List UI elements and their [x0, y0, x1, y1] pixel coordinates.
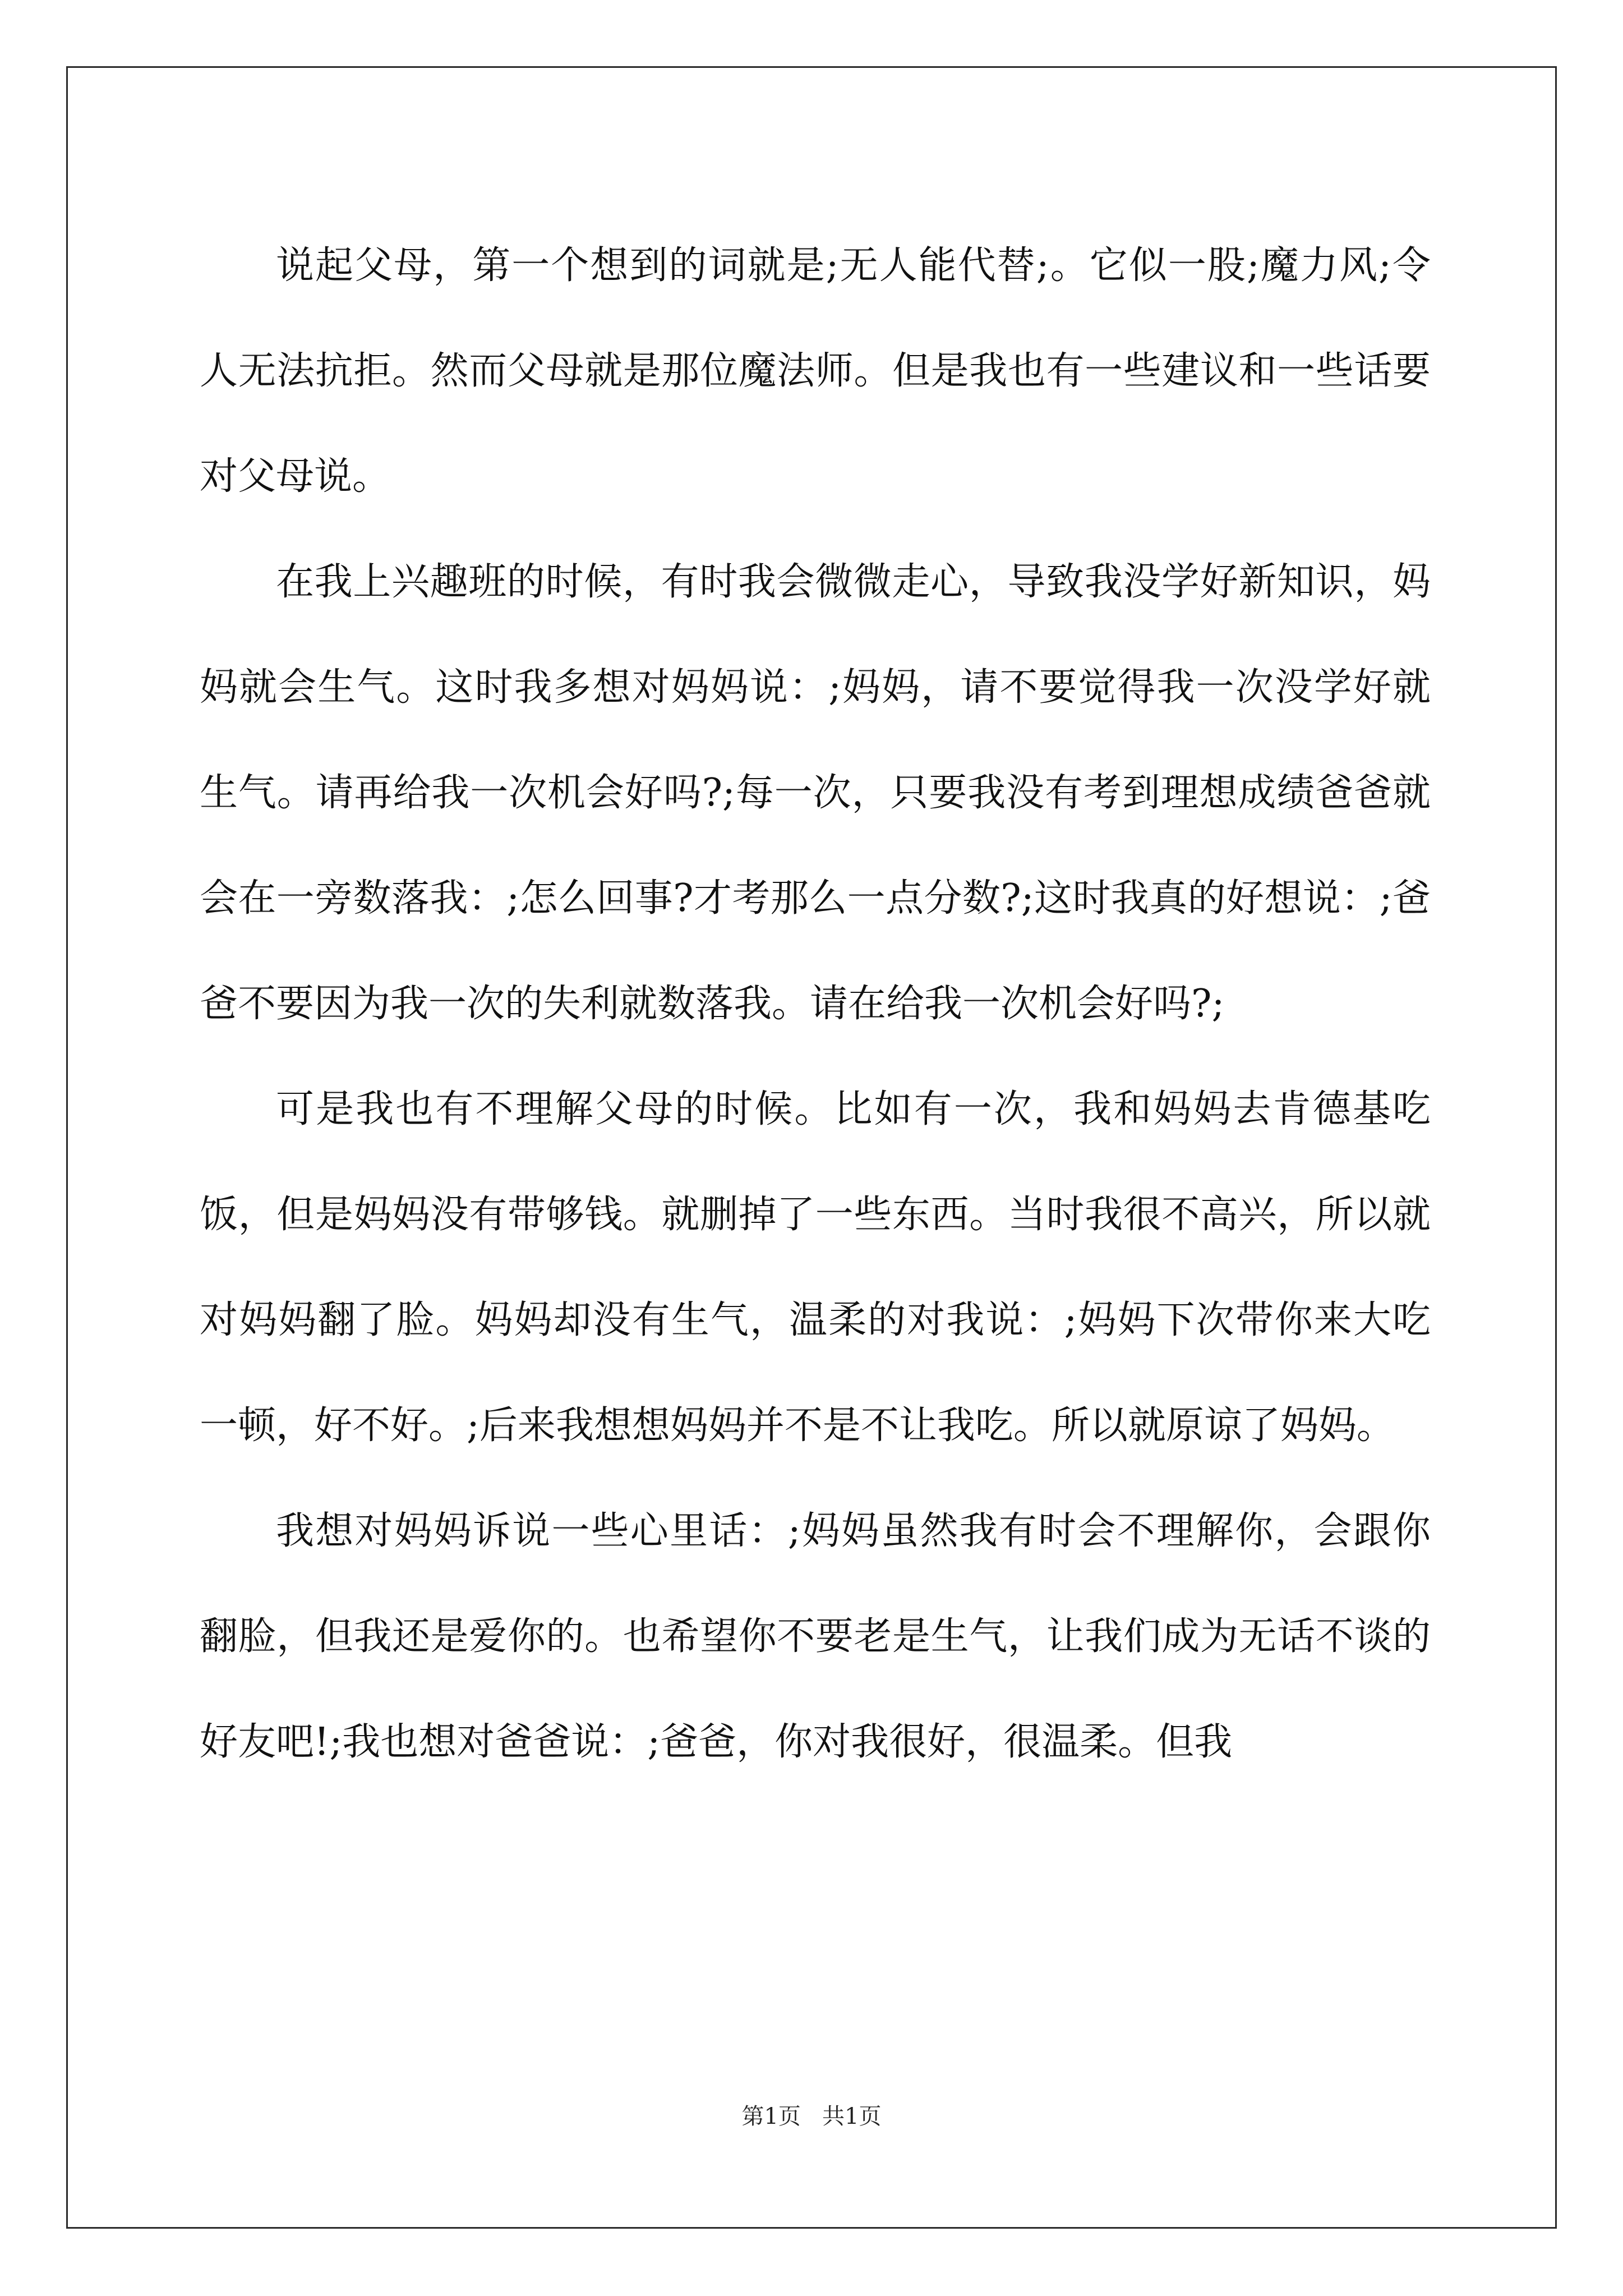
- paragraph-3: 可是我也有不理解父母的时候。比如有一次，我和妈妈去肯德基吃饭，但是妈妈没有带够钱。就删掉了一些东西。当时我很不高兴，所以就对妈妈翻了脸。妈妈却没有生气，温柔的对我说：;妈妈下次带你来大吃一顿，好不好。;后来我想想妈妈并不是不让我吃。所以就原谅了妈妈。: [200, 1087, 1431, 1448]
- document-body: [200, 213, 1431, 1795]
- page-footer: 第1页 共1页: [741, 2104, 882, 2129]
- paragraph-1: 说起父母，第一个想到的词就是;无人能代替;。它似一股;魔力风;令人无法抗拒。然而父母就是那位魔法师。但是我也有一些建议和一些话要对父母说。: [200, 243, 1431, 499]
- paragraph-4: 我想对妈妈诉说一些心里话：;妈妈虽然我有时会不理解你，会跟你翻脸，但我还是爱你的。也希望你不要老是生气，让我们成为无话不谈的好友吧!;我也想对爸爸说：;爸爸，你对我很好，很温柔。但我: [200, 1509, 1431, 1764]
- paragraph-2: 在我上兴趣班的时候，有时我会微微走心，导致我没学好新知识，妈妈就会生气。这时我多想对妈妈说：;妈妈，请不要觉得我一次没学好就生气。请再给我一次机会好吗?;每一次，只要我没有考到理想成绩爸爸就会在一旁数落我：;怎么回事?才考那么一点分数?;这时我真的好想说：;爸爸不要因为我一次的失利就数落我。请在给我一次机会好吗?;: [200, 560, 1431, 1026]
